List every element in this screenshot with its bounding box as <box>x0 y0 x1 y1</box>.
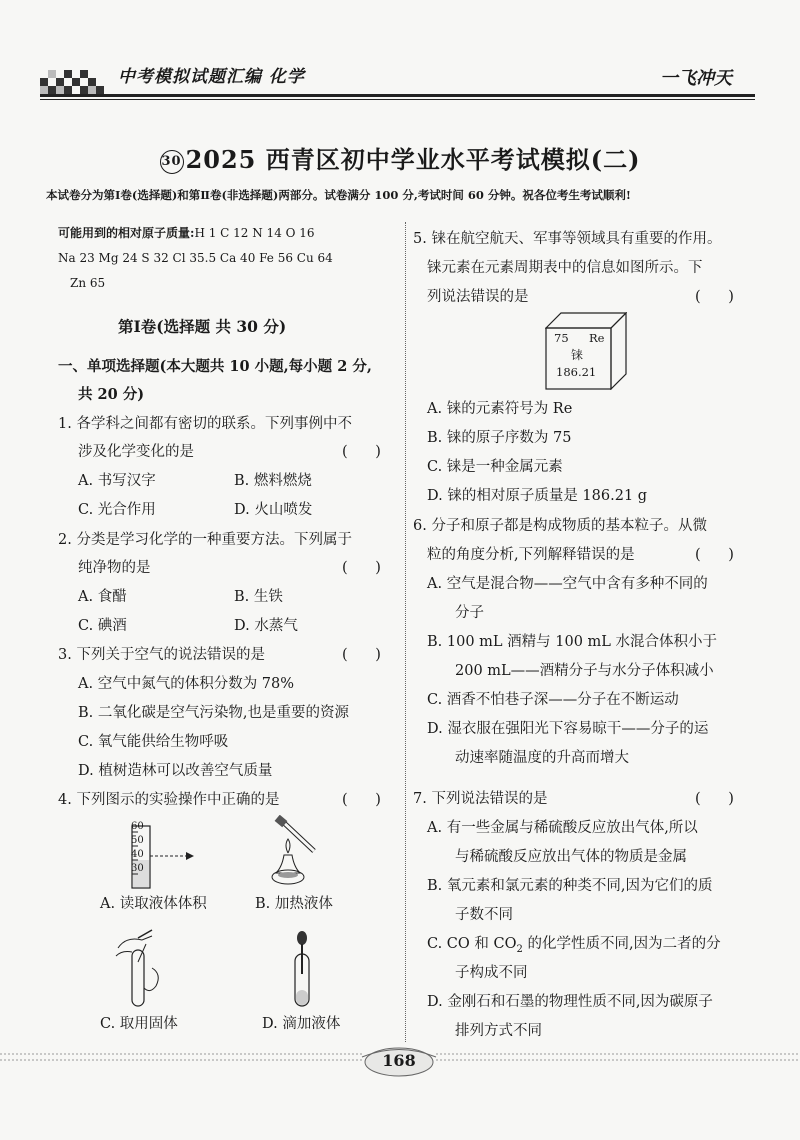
q6-option-b[interactable]: B. 100 mL 酒精与 100 mL 水混合体积小于 <box>427 634 718 650</box>
brand-logo-text: 一飞冲天 <box>660 68 732 89</box>
q7-option-c-cont: 子构成不同 <box>455 965 528 981</box>
q3-option-c[interactable]: C. 氧气能供给生物呼吸 <box>78 734 229 750</box>
q6-option-d-cont: 动速率随温度的升高而增大 <box>455 750 629 766</box>
q5-stem: 5. 铼在航空航天、军事等领域具有重要的作用。 <box>413 231 722 247</box>
page-number: 168 <box>382 1051 416 1070</box>
section-heading: 一、单项选择题(本大题共 10 小题,每小题 2 分, <box>58 358 372 375</box>
q7-stem: 7. 下列说法错误的是 <box>413 791 548 807</box>
q6-option-c[interactable]: C. 酒香不怕巷子深——分子在不断运动 <box>427 692 679 708</box>
series-title: 中考模拟试题汇编 化学 <box>118 67 305 87</box>
q7-option-d[interactable]: D. 金刚石和石墨的物理性质不同,因为碳原子 <box>427 994 713 1010</box>
q5-option-c[interactable]: C. 铼是一种金属元素 <box>427 459 563 475</box>
cylinder-tick-50: 50 <box>131 835 144 846</box>
cylinder-tick-60: 60 <box>131 821 144 832</box>
q7-option-b-cont: 子数不同 <box>455 907 513 923</box>
q2-option-a[interactable]: A. 食醋 <box>78 589 127 605</box>
q1-stem-cont: 涉及化学变化的是 <box>78 444 194 460</box>
q4-option-a[interactable]: A. 读取液体体积 <box>100 896 207 912</box>
q2-stem: 2. 分类是学习化学的一种重要方法。下列属于 <box>58 532 352 548</box>
q4-option-b[interactable]: B. 加热液体 <box>255 896 333 912</box>
element-mass: 186.21 <box>556 365 597 379</box>
q7-answer-blank[interactable]: ( ) <box>695 791 734 807</box>
q3-option-d[interactable]: D. 植树造林可以改善空气质量 <box>78 763 273 779</box>
q7-option-a-cont: 与稀硫酸反应放出气体的物质是金属 <box>455 849 687 865</box>
part1-title: 第Ⅰ卷(选择题 共 30 分) <box>118 317 287 336</box>
atomic-mass-line3: Zn 65 <box>70 276 106 290</box>
q6-stem-cont: 粒的角度分析,下列解释错误的是 <box>427 547 635 563</box>
q7-option-a[interactable]: A. 有一些金属与稀硫酸反应放出气体,所以 <box>427 820 698 836</box>
q5-stem-cont2: 列说法错误的是 <box>427 289 529 305</box>
q1-answer-blank[interactable]: ( ) <box>342 444 381 460</box>
q2-stem-cont: 纯净物的是 <box>78 560 151 576</box>
q5-option-a[interactable]: A. 铼的元素符号为 Re <box>427 401 573 417</box>
q5-option-b[interactable]: B. 铼的原子序数为 75 <box>427 430 572 446</box>
q6-stem: 6. 分子和原子都是构成物质的基本粒子。从微 <box>413 518 707 534</box>
figure-d-dropper[interactable] <box>282 928 322 1010</box>
q6-option-b-cont: 200 mL——酒精分子与水分子体积减小 <box>455 663 714 679</box>
q1-option-c[interactable]: C. 光合作用 <box>78 502 156 518</box>
q2-answer-blank[interactable]: ( ) <box>342 560 381 576</box>
atomic-mass-line2: Na 23 Mg 24 S 32 Cl 35.5 Ca 40 Fe 56 Cu 64 <box>58 251 333 265</box>
q4-answer-blank[interactable]: ( ) <box>342 792 381 808</box>
q4-option-c[interactable]: C. 取用固体 <box>100 1016 178 1032</box>
exam-intro: 本试卷分为第Ⅰ卷(选择题)和第Ⅱ卷(非选择题)两部分。试卷满分 100 分,考试时间 60 分钟。祝各位考生考试顺利! <box>46 188 631 202</box>
q7-option-c[interactable]: C. CO 和 $CO_2$ 的化学性质不同,因为二者的分 <box>427 936 721 955</box>
q4-option-d[interactable]: D. 滴加液体 <box>262 1016 341 1032</box>
q3-option-a[interactable]: A. 空气中氮气的体积分数为 78% <box>78 676 295 692</box>
q7-option-b[interactable]: B. 氧元素和氯元素的种类不同,因为它们的质 <box>427 878 713 894</box>
element-name: 铼 <box>571 348 584 362</box>
exam-title-text: 2025 西青区初中学业水平考试模拟(二) <box>185 145 641 174</box>
q3-answer-blank[interactable]: ( ) <box>342 647 381 663</box>
exam-number-badge: 30 <box>160 150 184 174</box>
q2-option-c[interactable]: C. 碘酒 <box>78 618 127 634</box>
q3-option-b[interactable]: B. 二氧化碳是空气污染物,也是重要的资源 <box>78 705 349 721</box>
q4-stem: 4. 下列图示的实验操作中正确的是 <box>58 792 280 808</box>
atomic-mass-line1: H 1 C 12 N 14 O 16 <box>194 226 315 240</box>
q6-option-a-cont: 分子 <box>455 605 484 621</box>
figure-b-heating[interactable] <box>262 815 322 890</box>
right-column <box>405 0 800 1040</box>
section-heading-cont: 共 20 分) <box>78 386 145 403</box>
q5-answer-blank[interactable]: ( ) <box>695 289 734 305</box>
q6-option-d[interactable]: D. 湿衣服在强阳光下容易晾干——分子的运 <box>427 721 709 737</box>
q1-option-a[interactable]: A. 书写汉字 <box>78 473 156 489</box>
q1-stem: 1. 各学科之间都有密切的联系。下列事例中不 <box>58 416 352 432</box>
q7-option-d-cont: 排列方式不同 <box>455 1023 542 1039</box>
q2-option-b[interactable]: B. 生铁 <box>234 589 283 605</box>
q2-option-d[interactable]: D. 水蒸气 <box>234 618 298 634</box>
q5-option-d[interactable]: D. 铼的相对原子质量是 186.21 g <box>427 488 648 504</box>
element-symbol: Re <box>589 331 605 345</box>
q5-stem-cont: 铼元素在元素周期表中的信息如图所示。下 <box>427 260 703 276</box>
figure-c-solid[interactable] <box>112 928 172 1010</box>
cylinder-tick-30: 30 <box>131 863 144 874</box>
q6-option-a[interactable]: A. 空气是混合物——空气中含有多种不同的 <box>427 576 708 592</box>
left-column <box>0 0 405 1040</box>
q3-stem: 3. 下列关于空气的说法错误的是 <box>58 647 265 663</box>
cylinder-tick-40: 40 <box>131 849 144 860</box>
element-atomic-number: 75 <box>554 331 569 345</box>
atomic-mass-label: 可能用到的相对原子质量: <box>58 226 195 240</box>
q1-option-b[interactable]: B. 燃料燃烧 <box>234 473 312 489</box>
q1-option-d[interactable]: D. 火山喷发 <box>234 502 313 518</box>
q6-answer-blank[interactable]: ( ) <box>695 547 734 563</box>
figure-a-cylinder[interactable] <box>118 822 198 892</box>
